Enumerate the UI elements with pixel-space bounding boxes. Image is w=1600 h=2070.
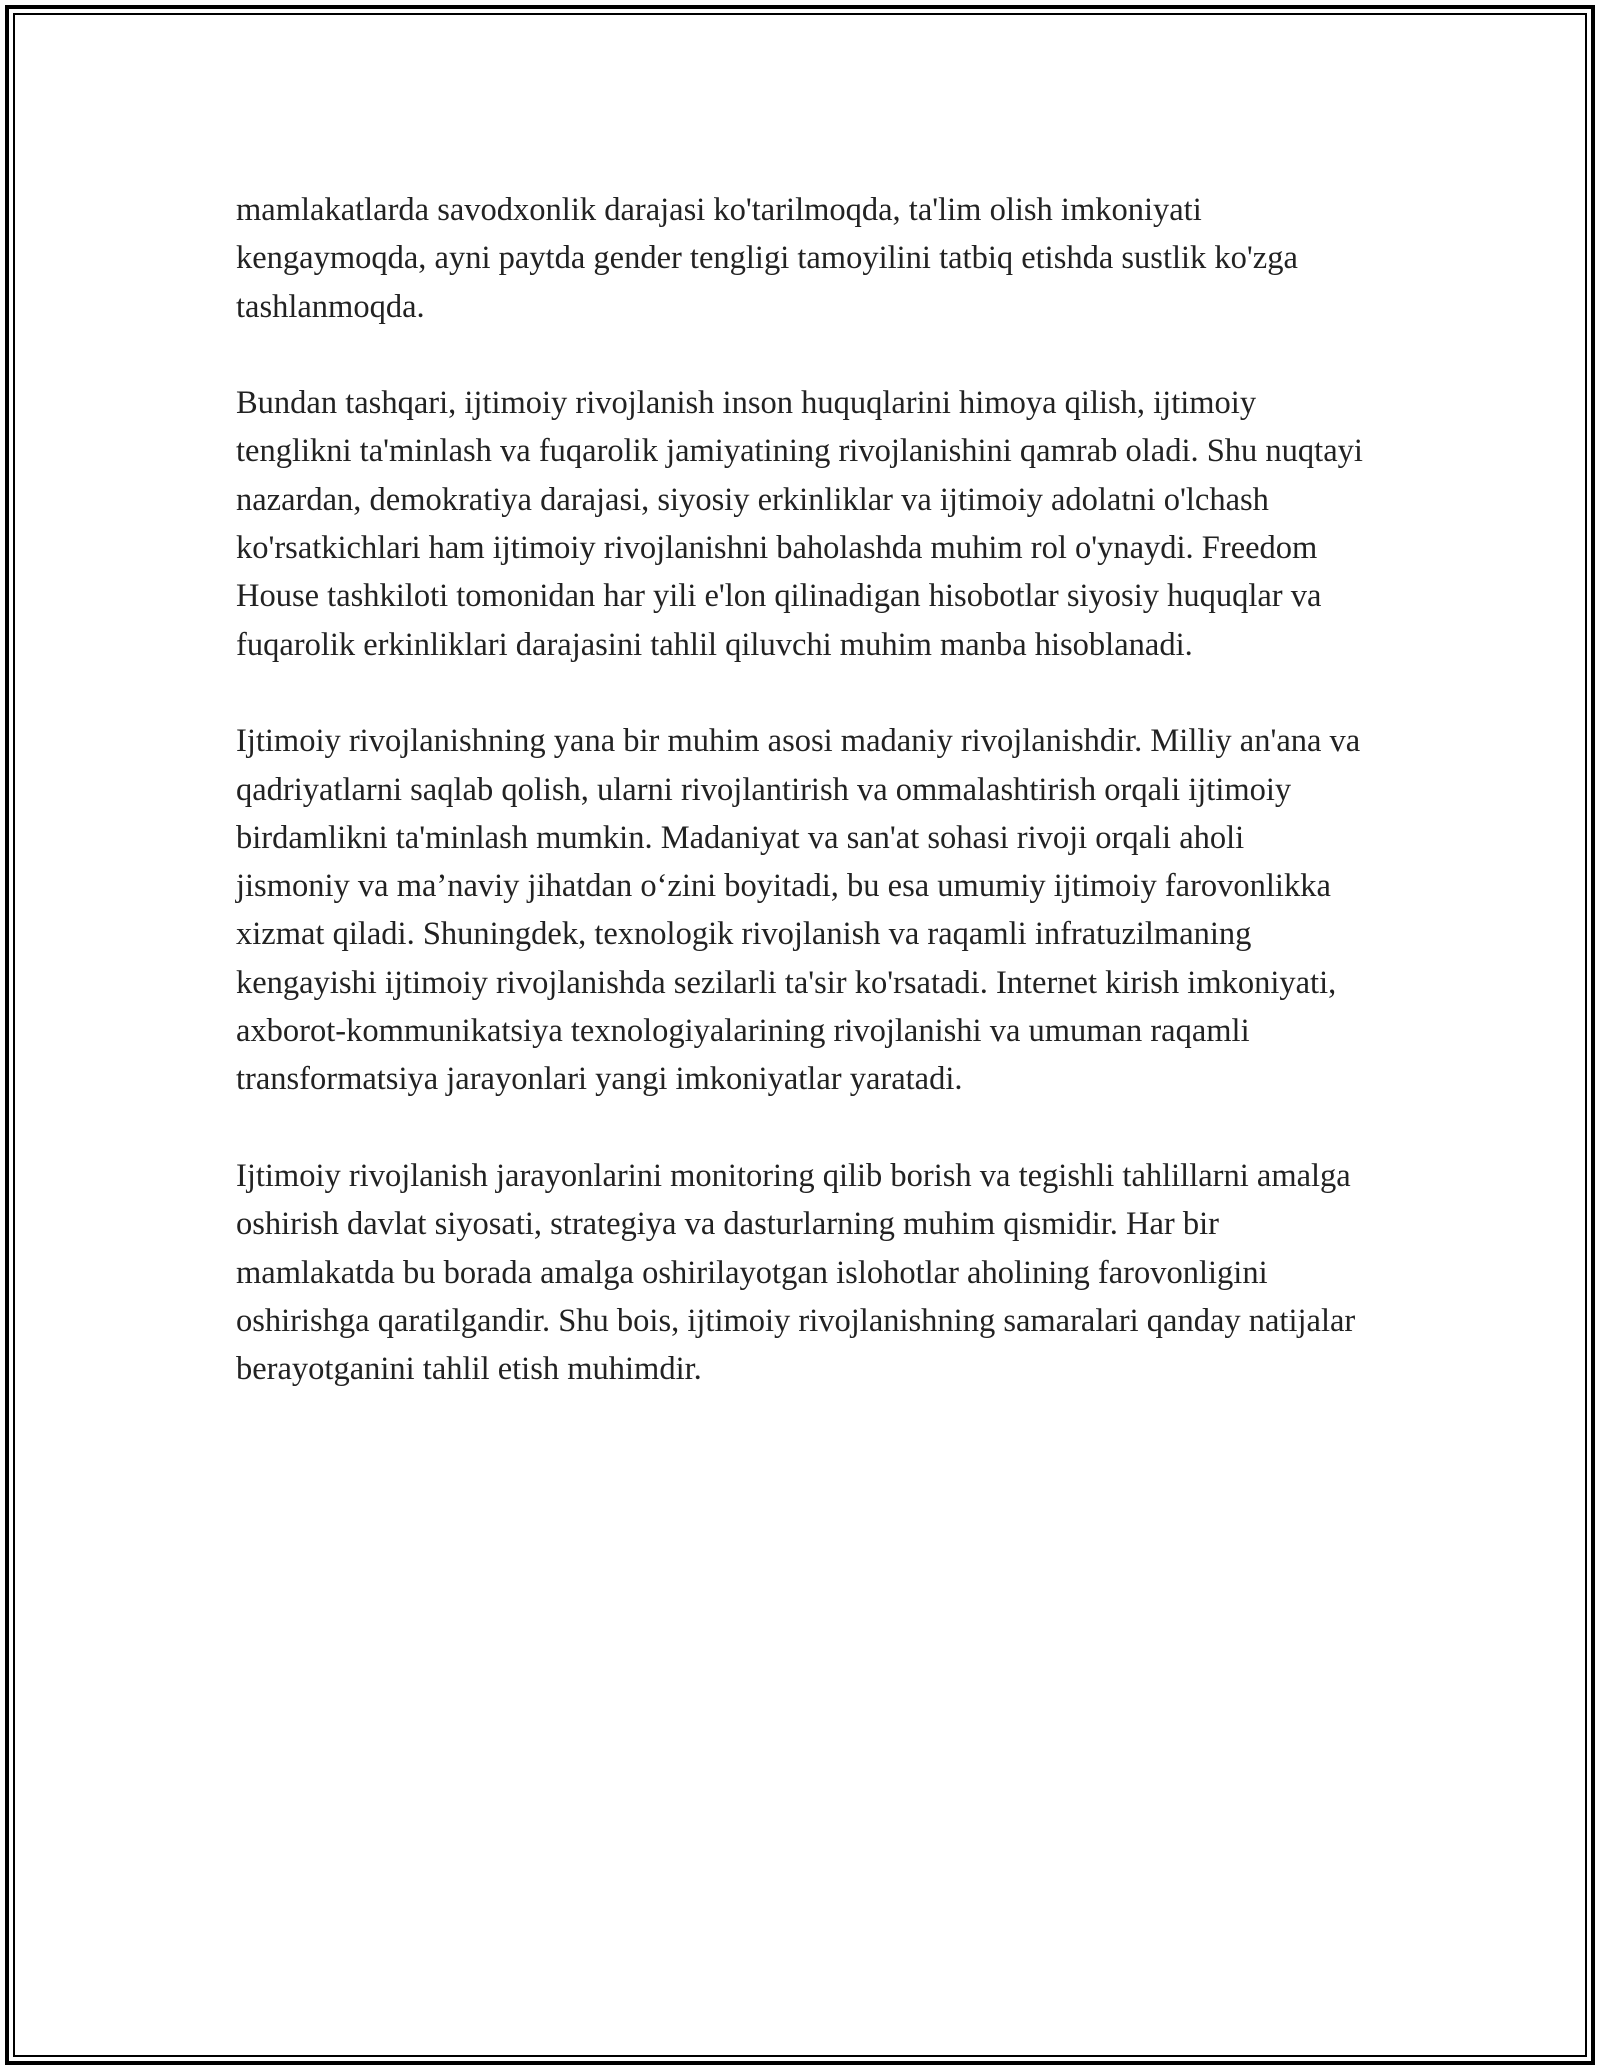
document-body [236,186,1366,1442]
paragraph-4: Ijtimoiy rivojlanish jarayonlarini monitoring qilib borish va tegishli tahlillarni amalga oshirish davlat siyosati, strategiya va dasturlarning muhim qismidir. Har bir mamlakatda bu borada amalga oshirilayotgan islohotlar aholining farovonligini oshirishga qaratilgandir. Shu bois, ijtimoiy rivojlanishning samaralari qanday natijalar berayotganini tahlil etish muhimdir. [236,1157,1356,1388]
paragraph-1: mamlakatlarda savodxonlik darajasi ko'tarilmoqda, ta'lim olish imkoniyati kengaymoqda, ayni paytda gender tengligi tamoyilini tatbiq etishda sustlik ko'zga tashlanmoqda. [236,192,1298,325]
paragraph-3: Ijtimoiy rivojlanishning yana bir muhim asosi madaniy rivojlanishdir. Milliy an'ana va qadriyatlarni saqlab qolish, ularni rivojlantirish va ommalashtirish orqali ijtimoiy birdamlikni ta'minlash mumkin. Madaniyat va san'at sohasi rivoji orqali aholi jismoniy va ma’naviy jihatdan o‘zini boyitadi, bu esa umumiy ijtimoiy farovonlikka xizmat qiladi. Shuningdek, texnologik rivojlanish va raqamli infratuzilmaning kengayishi ijtimoiy rivojlanishda sezilarli ta'sir ko'rsatadi. Internet kirish imkoniyati, axborot-kommunikatsiya texnologiyalarining rivojlanishi va umuman raqamli transformatsiya jarayonlari yangi imkoniyatlar yaratadi. [236,723,1361,1098]
paragraph-2: Bundan tashqari, ijtimoiy rivojlanish inson huquqlarini himoya qilish, ijtimoiy tenglikni ta'minlash va fuqarolik jamiyatining rivojlanishini qamrab oladi. Shu nuqtayi nazardan, demokratiya darajasi, siyosiy erkinliklar va ijtimoiy adolatni o'lchash ko'rsatkichlari ham ijtimoiy rivojlanishni baholashda muhim rol o'ynaydi. Freedom House tashkiloti tomonidan har yili e'lon qilinadigan hisobotlar siyosiy huquqlar va fuqarolik erkinliklari darajasini tahlil qiluvchi muhim manba hisoblanadi. [236,385,1363,663]
